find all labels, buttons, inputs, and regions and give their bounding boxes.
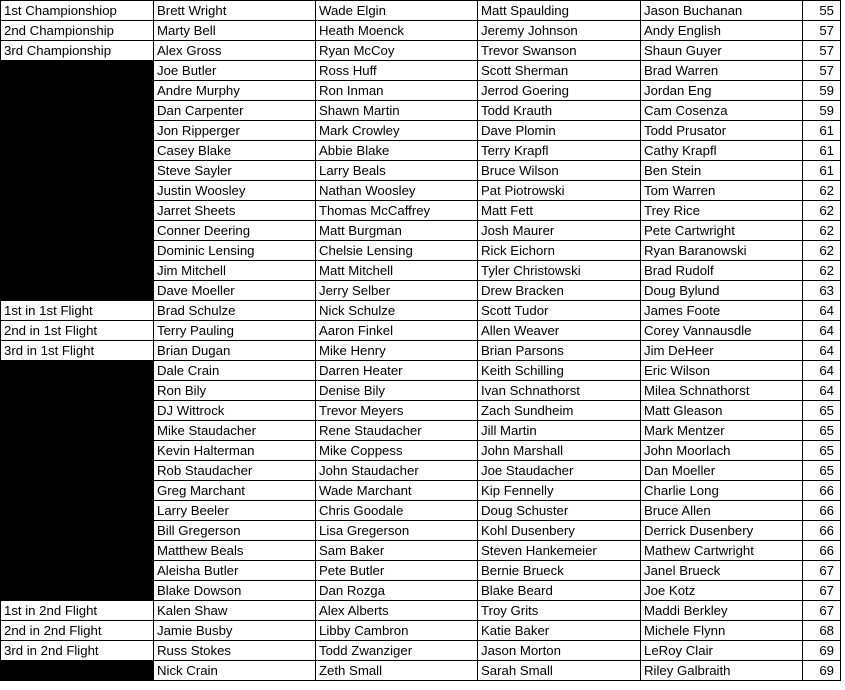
player-cell: Alex Alberts <box>316 601 478 621</box>
score-cell: 61 <box>803 141 841 161</box>
player-cell: Terry Krapfl <box>478 141 641 161</box>
player-cell: Ron Inman <box>316 81 478 101</box>
blank-place-cell <box>1 661 154 681</box>
player-cell: Dale Crain <box>154 361 316 381</box>
player-cell: Larry Beals <box>316 161 478 181</box>
player-cell: Pete Butler <box>316 561 478 581</box>
player-cell: Ivan Schnathorst <box>478 381 641 401</box>
player-cell: Abbie Blake <box>316 141 478 161</box>
player-cell: Katie Baker <box>478 621 641 641</box>
player-cell: Brian Dugan <box>154 341 316 361</box>
player-cell: Ryan Baranowski <box>641 241 803 261</box>
player-cell: Brad Warren <box>641 61 803 81</box>
score-cell: 57 <box>803 41 841 61</box>
player-cell: Rene Staudacher <box>316 421 478 441</box>
table-row <box>1 221 841 241</box>
player-cell: Scott Sherman <box>478 61 641 81</box>
score-cell: 66 <box>803 501 841 521</box>
player-cell: Andre Murphy <box>154 81 316 101</box>
blank-place-cell <box>1 221 154 241</box>
blank-place-cell <box>1 281 154 301</box>
player-cell: Greg Marchant <box>154 481 316 501</box>
player-cell: Steve Sayler <box>154 161 316 181</box>
table-row <box>1 461 841 481</box>
score-cell: 66 <box>803 521 841 541</box>
player-cell: Troy Grits <box>478 601 641 621</box>
player-cell: Bruce Allen <box>641 501 803 521</box>
player-cell: Kalen Shaw <box>154 601 316 621</box>
blank-place-cell <box>1 561 154 581</box>
table-row <box>1 61 841 81</box>
player-cell: DJ Wittrock <box>154 401 316 421</box>
player-cell: Marty Bell <box>154 21 316 41</box>
player-cell: Jim DeHeer <box>641 341 803 361</box>
score-cell: 61 <box>803 121 841 141</box>
player-cell: Drew Bracken <box>478 281 641 301</box>
blank-place-cell <box>1 201 154 221</box>
player-cell: Josh Maurer <box>478 221 641 241</box>
player-cell: Alex Gross <box>154 41 316 61</box>
player-cell: Ross Huff <box>316 61 478 81</box>
player-cell: Mike Henry <box>316 341 478 361</box>
score-cell: 67 <box>803 581 841 601</box>
blank-place-cell <box>1 261 154 281</box>
player-cell: Trevor Swanson <box>478 41 641 61</box>
player-cell: Keith Schilling <box>478 361 641 381</box>
player-cell: Bernie Brueck <box>478 561 641 581</box>
player-cell: Ryan McCoy <box>316 41 478 61</box>
player-cell: Sam Baker <box>316 541 478 561</box>
place-cell: 2nd Championship <box>1 21 154 41</box>
player-cell: Russ Stokes <box>154 641 316 661</box>
player-cell: Zach Sundheim <box>478 401 641 421</box>
player-cell: Nick Crain <box>154 661 316 681</box>
player-cell: Nathan Woosley <box>316 181 478 201</box>
player-cell: Kip Fennelly <box>478 481 641 501</box>
player-cell: Matt Spaulding <box>478 1 641 21</box>
place-cell: 1st in 1st Flight <box>1 301 154 321</box>
player-cell: Mark Crowley <box>316 121 478 141</box>
score-cell: 61 <box>803 161 841 181</box>
player-cell: Todd Krauth <box>478 101 641 121</box>
player-cell: Todd Zwanziger <box>316 641 478 661</box>
score-cell: 63 <box>803 281 841 301</box>
player-cell: Janel Brueck <box>641 561 803 581</box>
score-cell: 64 <box>803 341 841 361</box>
player-cell: Michele Flynn <box>641 621 803 641</box>
table-row <box>1 661 841 681</box>
score-cell: 64 <box>803 301 841 321</box>
score-cell: 64 <box>803 321 841 341</box>
table-row <box>1 541 841 561</box>
player-cell: Tom Warren <box>641 181 803 201</box>
score-cell: 62 <box>803 201 841 221</box>
player-cell: Kevin Halterman <box>154 441 316 461</box>
place-cell: 1st Championshiop <box>1 1 154 21</box>
score-cell: 62 <box>803 261 841 281</box>
score-cell: 62 <box>803 241 841 261</box>
table-row <box>1 121 841 141</box>
blank-place-cell <box>1 241 154 261</box>
player-cell: Dominic Lensing <box>154 241 316 261</box>
blank-place-cell <box>1 101 154 121</box>
player-cell: Zeth Small <box>316 661 478 681</box>
player-cell: Bill Gregerson <box>154 521 316 541</box>
blank-place-cell <box>1 161 154 181</box>
player-cell: Shaun Guyer <box>641 41 803 61</box>
place-cell: 1st in 2nd Flight <box>1 601 154 621</box>
results-table-body <box>1 1 841 681</box>
player-cell: Jim Mitchell <box>154 261 316 281</box>
score-cell: 68 <box>803 621 841 641</box>
player-cell: Cam Cosenza <box>641 101 803 121</box>
table-row <box>1 601 841 621</box>
player-cell: Sarah Small <box>478 661 641 681</box>
player-cell: Justin Woosley <box>154 181 316 201</box>
table-row <box>1 281 841 301</box>
player-cell: Mike Staudacher <box>154 421 316 441</box>
score-cell: 64 <box>803 361 841 381</box>
table-row <box>1 321 841 341</box>
player-cell: Todd Prusator <box>641 121 803 141</box>
player-cell: John Marshall <box>478 441 641 461</box>
table-row <box>1 81 841 101</box>
player-cell: Kohl Dusenbery <box>478 521 641 541</box>
score-cell: 64 <box>803 381 841 401</box>
blank-place-cell <box>1 381 154 401</box>
player-cell: Matt Fett <box>478 201 641 221</box>
blank-place-cell <box>1 521 154 541</box>
place-cell: 3rd Championship <box>1 41 154 61</box>
player-cell: Mike Coppess <box>316 441 478 461</box>
player-cell: Joe Kotz <box>641 581 803 601</box>
score-cell: 65 <box>803 421 841 441</box>
player-cell: Bruce Wilson <box>478 161 641 181</box>
player-cell: Ben Stein <box>641 161 803 181</box>
table-row <box>1 521 841 541</box>
player-cell: Jason Buchanan <box>641 1 803 21</box>
table-row <box>1 301 841 321</box>
blank-place-cell <box>1 541 154 561</box>
table-row <box>1 141 841 161</box>
table-row <box>1 341 841 361</box>
player-cell: Matt Burgman <box>316 221 478 241</box>
blank-place-cell <box>1 581 154 601</box>
player-cell: Milea Schnathorst <box>641 381 803 401</box>
table-row <box>1 41 841 61</box>
blank-place-cell <box>1 401 154 421</box>
player-cell: Darren Heater <box>316 361 478 381</box>
blank-place-cell <box>1 461 154 481</box>
player-cell: Blake Beard <box>478 581 641 601</box>
table-row <box>1 561 841 581</box>
table-row <box>1 101 841 121</box>
table-row <box>1 621 841 641</box>
player-cell: Joe Butler <box>154 61 316 81</box>
blank-place-cell <box>1 441 154 461</box>
player-cell: John Moorlach <box>641 441 803 461</box>
player-cell: Aleisha Butler <box>154 561 316 581</box>
table-row <box>1 161 841 181</box>
player-cell: Maddi Berkley <box>641 601 803 621</box>
player-cell: Jamie Busby <box>154 621 316 641</box>
player-cell: LeRoy Clair <box>641 641 803 661</box>
player-cell: Brad Rudolf <box>641 261 803 281</box>
player-cell: Jerry Selber <box>316 281 478 301</box>
table-row <box>1 481 841 501</box>
player-cell: Conner Deering <box>154 221 316 241</box>
score-cell: 59 <box>803 81 841 101</box>
player-cell: Joe Staudacher <box>478 461 641 481</box>
player-cell: Cathy Krapfl <box>641 141 803 161</box>
score-cell: 57 <box>803 61 841 81</box>
player-cell: Jerrod Goering <box>478 81 641 101</box>
player-cell: Scott Tudor <box>478 301 641 321</box>
player-cell: Allen Weaver <box>478 321 641 341</box>
player-cell: Corey Vannausdle <box>641 321 803 341</box>
table-row <box>1 261 841 281</box>
score-cell: 57 <box>803 21 841 41</box>
player-cell: Tyler Christowski <box>478 261 641 281</box>
player-cell: Andy English <box>641 21 803 41</box>
player-cell: Shawn Martin <box>316 101 478 121</box>
player-cell: Jason Morton <box>478 641 641 661</box>
player-cell: Trevor Meyers <box>316 401 478 421</box>
place-cell: 3rd in 2nd Flight <box>1 641 154 661</box>
player-cell: Chris Goodale <box>316 501 478 521</box>
player-cell: James Foote <box>641 301 803 321</box>
blank-place-cell <box>1 141 154 161</box>
player-cell: Jill Martin <box>478 421 641 441</box>
place-cell: 2nd in 1st Flight <box>1 321 154 341</box>
player-cell: Jordan Eng <box>641 81 803 101</box>
player-cell: Derrick Dusenbery <box>641 521 803 541</box>
player-cell: Lisa Gregerson <box>316 521 478 541</box>
table-row <box>1 241 841 261</box>
player-cell: Steven Hankemeier <box>478 541 641 561</box>
blank-place-cell <box>1 501 154 521</box>
player-cell: Trey Rice <box>641 201 803 221</box>
score-cell: 62 <box>803 221 841 241</box>
score-cell: 67 <box>803 561 841 581</box>
player-cell: Charlie Long <box>641 481 803 501</box>
player-cell: Eric Wilson <box>641 361 803 381</box>
player-cell: Nick Schulze <box>316 301 478 321</box>
player-cell: Matthew Beals <box>154 541 316 561</box>
player-cell: Dan Rozga <box>316 581 478 601</box>
score-cell: 59 <box>803 101 841 121</box>
table-row <box>1 401 841 421</box>
score-cell: 65 <box>803 461 841 481</box>
table-row <box>1 581 841 601</box>
player-cell: Riley Galbraith <box>641 661 803 681</box>
blank-place-cell <box>1 121 154 141</box>
player-cell: Libby Cambron <box>316 621 478 641</box>
score-cell: 69 <box>803 661 841 681</box>
player-cell: Chelsie Lensing <box>316 241 478 261</box>
score-cell: 65 <box>803 441 841 461</box>
player-cell: Matt Mitchell <box>316 261 478 281</box>
player-cell: Casey Blake <box>154 141 316 161</box>
player-cell: Ron Bily <box>154 381 316 401</box>
blank-place-cell <box>1 181 154 201</box>
player-cell: Jeremy Johnson <box>478 21 641 41</box>
blank-place-cell <box>1 81 154 101</box>
player-cell: Larry Beeler <box>154 501 316 521</box>
player-cell: Denise Bily <box>316 381 478 401</box>
player-cell: Dave Plomin <box>478 121 641 141</box>
table-row <box>1 641 841 661</box>
player-cell: Jarret Sheets <box>154 201 316 221</box>
table-row <box>1 441 841 461</box>
table-row <box>1 181 841 201</box>
place-cell: 3rd in 1st Flight <box>1 341 154 361</box>
player-cell: Blake Dowson <box>154 581 316 601</box>
player-cell: Dan Moeller <box>641 461 803 481</box>
score-cell: 62 <box>803 181 841 201</box>
player-cell: Mark Mentzer <box>641 421 803 441</box>
blank-place-cell <box>1 361 154 381</box>
player-cell: Brett Wright <box>154 1 316 21</box>
place-cell: 2nd in 2nd Flight <box>1 621 154 641</box>
table-row <box>1 361 841 381</box>
blank-place-cell <box>1 61 154 81</box>
player-cell: Brian Parsons <box>478 341 641 361</box>
player-cell: Dave Moeller <box>154 281 316 301</box>
score-cell: 66 <box>803 481 841 501</box>
score-cell: 66 <box>803 541 841 561</box>
table-row <box>1 381 841 401</box>
player-cell: Aaron Finkel <box>316 321 478 341</box>
player-cell: Thomas McCaffrey <box>316 201 478 221</box>
player-cell: Matt Gleason <box>641 401 803 421</box>
table-row <box>1 201 841 221</box>
score-cell: 65 <box>803 401 841 421</box>
blank-place-cell <box>1 481 154 501</box>
player-cell: Jon Ripperger <box>154 121 316 141</box>
player-cell: Doug Bylund <box>641 281 803 301</box>
player-cell: Heath Moenck <box>316 21 478 41</box>
score-cell: 69 <box>803 641 841 661</box>
player-cell: John Staudacher <box>316 461 478 481</box>
table-row <box>1 501 841 521</box>
player-cell: Wade Elgin <box>316 1 478 21</box>
player-cell: Pat Piotrowski <box>478 181 641 201</box>
score-cell: 67 <box>803 601 841 621</box>
player-cell: Rick Eichorn <box>478 241 641 261</box>
table-row <box>1 21 841 41</box>
player-cell: Terry Pauling <box>154 321 316 341</box>
player-cell: Mathew Cartwright <box>641 541 803 561</box>
table-row <box>1 421 841 441</box>
score-cell: 55 <box>803 1 841 21</box>
player-cell: Doug Schuster <box>478 501 641 521</box>
table-row <box>1 1 841 21</box>
player-cell: Pete Cartwright <box>641 221 803 241</box>
player-cell: Brad Schulze <box>154 301 316 321</box>
player-cell: Rob Staudacher <box>154 461 316 481</box>
blank-place-cell <box>1 421 154 441</box>
player-cell: Dan Carpenter <box>154 101 316 121</box>
player-cell: Wade Marchant <box>316 481 478 501</box>
